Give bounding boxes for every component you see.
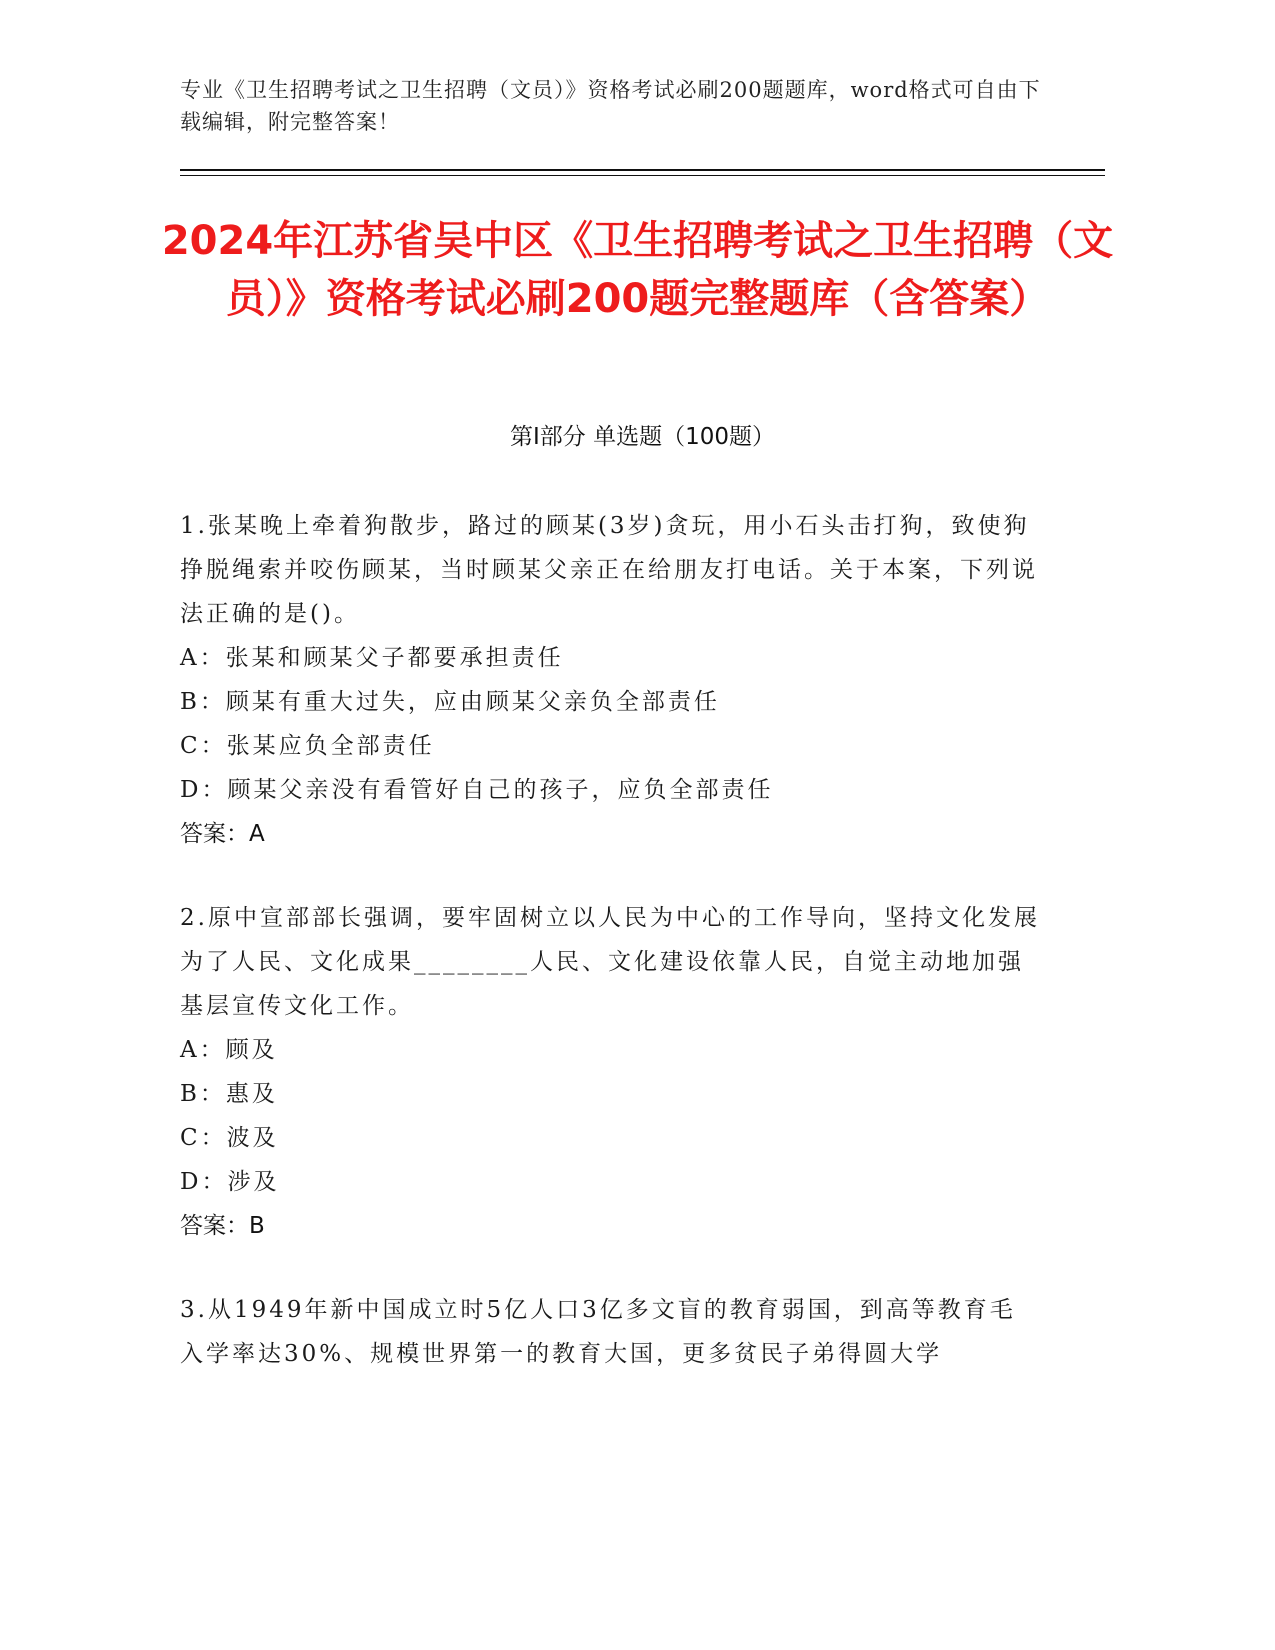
question-stem: 3.从1949年新中国成立时5亿人口3亿多文盲的教育弱国，到高等教育毛入学率达30%、规模世界第一的教育大国，更多贫民子弟得圆大学 bbox=[180, 1297, 1016, 1367]
answer: 答案：B bbox=[180, 1213, 265, 1239]
option-d: D：顾某父亲没有看管好自己的孩子，应负全部责任 bbox=[180, 777, 774, 803]
question-2 bbox=[180, 896, 1040, 1248]
document-title: 2024年江苏省吴中区《卫生招聘考试之卫生招聘（文员）》资格考试必刷200题完整题库（含答案） bbox=[161, 218, 1114, 322]
option-b: B：惠及 bbox=[180, 1081, 278, 1107]
question-1 bbox=[180, 504, 1040, 856]
option-a: A：张某和顾某父子都要承担责任 bbox=[180, 645, 564, 671]
header-rule-thick bbox=[180, 169, 1105, 171]
question-stem: 2.原中宣部部长强调，要牢固树立以人民为中心的工作导向，坚持文化发展为了人民、文化成果________人民、文化建设依靠人民，自觉主动地加强基层宣传文化工作。 bbox=[180, 905, 1040, 1019]
question-stem: 1.张某晚上牵着狗散步，路过的顾某(3岁)贪玩，用小石头击打狗，致使狗挣脱绳索并咬伤顾某，当时顾某父亲正在给朋友打电话。关于本案，下列说法正确的是()。 bbox=[180, 513, 1038, 627]
header-note: 专业《卫生招聘考试之卫生招聘（文员）》资格考试必刷200题题库，word格式可自由下载编辑，附完整答案！ bbox=[180, 78, 1041, 134]
option-a: A：顾及 bbox=[180, 1037, 278, 1063]
answer: 答案：A bbox=[180, 821, 265, 847]
option-d: D：涉及 bbox=[180, 1169, 280, 1195]
section-title: 第Ⅰ部分 单选题（100题） bbox=[510, 424, 775, 450]
header-rule-thin bbox=[180, 175, 1105, 176]
option-c: C：张某应负全部责任 bbox=[180, 733, 435, 759]
question-3 bbox=[180, 1288, 1040, 1376]
option-b: B：顾某有重大过失，应由顾某父亲负全部责任 bbox=[180, 689, 720, 715]
question-list bbox=[180, 504, 1040, 1416]
option-c: C：波及 bbox=[180, 1125, 279, 1151]
